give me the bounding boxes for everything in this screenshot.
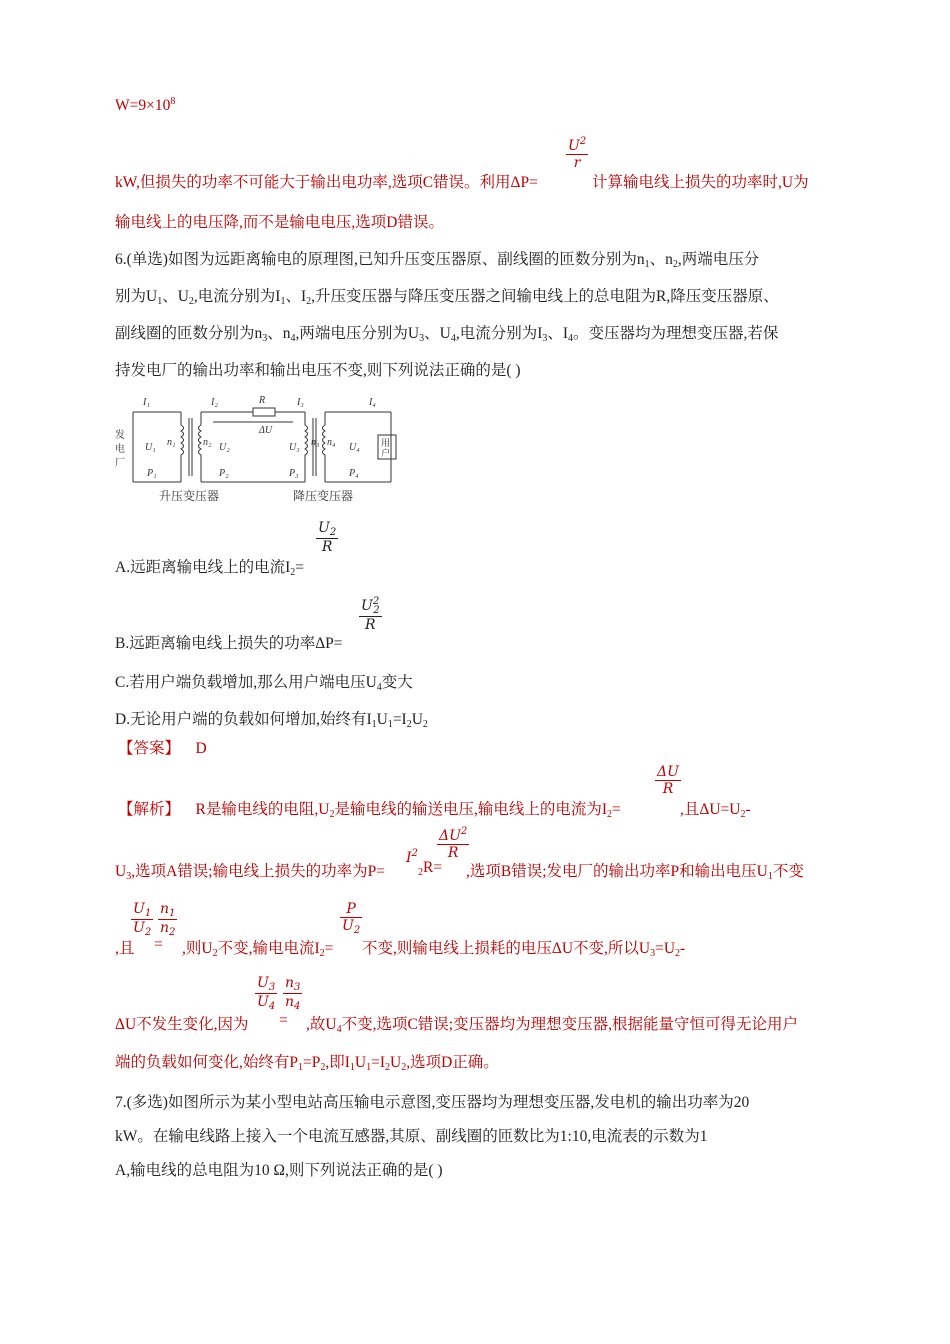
analysis-line-4-tail: ,故$U_4$不变,选项C错误;变压器均为理想变压器,根据能量守恒可得无论用户 [306, 1016, 798, 1035]
analysis-frac-n1-n2: $\frac{n_1}{n_2}$ [160, 901, 176, 938]
svg-text:I₄: I₄ [369, 397, 376, 408]
analysis-frac-du-r: $\frac{\Delta U}{R}$ [657, 764, 679, 797]
analysis-frac-p-u2: $\frac{P}{U_2}$ [342, 901, 361, 936]
svg-text:U₄: U₄ [349, 442, 360, 453]
answer-line: 【答案】 D [118, 740, 207, 757]
option-b: B.远距离输电线上损失的功率ΔP= [115, 635, 343, 652]
svg-text:发: 发 [115, 430, 125, 441]
q6-line-4: 持发电厂的输出功率和输出电压不变,则下列说法正确的是( ) [115, 362, 521, 379]
analysis-line-3-mid: ,则$U_2$不变,输电电流$I_2=$ [182, 940, 334, 959]
q7-line-2: kW。在输电线路上接入一个电流互感器,其原、副线圈的匝数比为1:10,电流表的示数为1 [115, 1128, 708, 1145]
q7-line-3: A,输电线的总电阻为10 Ω,则下列说法正确的是( ) [115, 1162, 443, 1179]
option-d: D.无论用户端的负载如何增加,始终有$I_1U_1=I_2U_2$ [115, 711, 428, 730]
analysis-line-5: 端的负载如何变化,始终有$P_1=P_2$,即$I_1U_1=I_2U_2$,选项D正确。 [115, 1054, 499, 1073]
analysis-frac-u3-u4: $\frac{U_3}{U_4}$ [257, 975, 276, 1012]
svg-text:I₁: I₁ [143, 397, 150, 408]
option-b-fraction: $\frac{U^2_2}{R}$ [361, 596, 380, 633]
q6-line-3: 副线圈的匝数分别为$n_3$、$n_4$,两端电压分别为$U_3$、$U_4$,电流分别为$I_3$、$I_4$。变压器均为理想变压器,若保 [115, 325, 779, 344]
step-down-label: 降压变压器 [293, 489, 354, 503]
svg-text:用: 用 [381, 438, 391, 448]
analysis-line-4-head: ΔU不发生变化,因为 [115, 1016, 249, 1033]
option-a-fraction: $\frac{U_2}{R}$ [318, 520, 337, 555]
power-transmission-diagram [113, 390, 403, 505]
w-value-line: $W=9\times 10^8$ [115, 96, 176, 114]
svg-text:P₁: P₁ [147, 468, 157, 479]
svg-text:P₂: P₂ [219, 468, 229, 479]
q6-line-2: 别为$U_1$、$U_2$,电流分别为$I_1$、$I_2$,升压变压器与降压变压器之间输电线上的总电阻为R,降压变压器原、 [115, 288, 779, 307]
analysis-line-3-tail: 不变,则输电线上损耗的电压ΔU不变,所以$U_3=U_2-$ [362, 940, 686, 959]
voltage-drop-line: 输电线上的电压降,而不是输电电压,选项D错误。 [115, 214, 444, 231]
svg-text:I₂: I₂ [211, 397, 218, 408]
q7-line-1: 7.(多选)如图所示为某小型电站高压输电示意图,变压器均为理想变压器,发电机的输出功率为20 [115, 1094, 750, 1111]
svg-text:n₄: n₄ [327, 437, 336, 448]
svg-text:U₁: U₁ [145, 442, 156, 453]
svg-text:R: R [259, 395, 266, 406]
analysis-line-2-tail: ,选项B错误;发电厂的输出功率P和输出电压$U_1$不变 [466, 863, 804, 882]
analysis-frac-n3-n4: $\frac{n_3}{n_4}$ [285, 975, 301, 1012]
analysis-line-3-head: ,且 [115, 940, 135, 957]
kw-line-tail: 计算输电线上损失的功率时,U为 [592, 174, 809, 191]
svg-text:厂: 厂 [115, 458, 125, 469]
kw-line: kW,但损失的功率不可能大于输出电功率,选项C错误。利用ΔP= [115, 174, 538, 191]
analysis-line-1: 【解析】 R是输电线的电阻$,U_2$是输电线的输送电压,输电线上的电流为$I_2=$ [118, 801, 621, 820]
analysis-line-2-r: $_2$R= [418, 859, 443, 878]
q6-line-1: 6.(单选)如图为远距离输电的原理图,已知升压变压器原、副线圈的匝数分别为$n_1$、$n_2$,两端电压分 [115, 251, 760, 270]
svg-text:I₃: I₃ [297, 397, 304, 408]
analysis-frac-du2-r: $\frac{\Delta U^2}{R}$ [439, 826, 468, 861]
fraction-u2-over-r: $\frac{U^2}{r}$ [568, 136, 587, 171]
svg-text:P₄: P₄ [349, 468, 359, 479]
analysis-frac-u1-u2: $\frac{U_1}{U_2}$ [133, 901, 152, 938]
option-c: C.若用户端负载增加,那么用户端电压$U_4$变大 [115, 674, 413, 693]
svg-text:n₁: n₁ [167, 437, 176, 448]
svg-text:U₂: U₂ [219, 442, 230, 453]
analysis-line-3-eq: = [154, 936, 163, 953]
option-a: A.远距离输电线上的电流$I_2=$ [115, 559, 304, 578]
svg-text:n₃: n₃ [311, 437, 320, 448]
svg-text:U₃: U₃ [289, 442, 300, 453]
svg-text:P₃: P₃ [289, 468, 299, 479]
analysis-line-4-eq: = [279, 1012, 288, 1029]
svg-text:ΔU: ΔU [259, 425, 273, 436]
svg-text:户: 户 [381, 448, 391, 458]
analysis-i2-squared: $I^2$ [406, 848, 418, 866]
analysis-line-2: $U_3$,选项A错误;输电线上损失的功率为P= [115, 863, 385, 882]
analysis-line-1-tail: ,且$\Delta U=U_2-$ [680, 801, 751, 820]
step-up-label: 升压变压器 [159, 489, 220, 503]
svg-text:n₂: n₂ [203, 437, 212, 448]
svg-text:电: 电 [115, 444, 125, 455]
